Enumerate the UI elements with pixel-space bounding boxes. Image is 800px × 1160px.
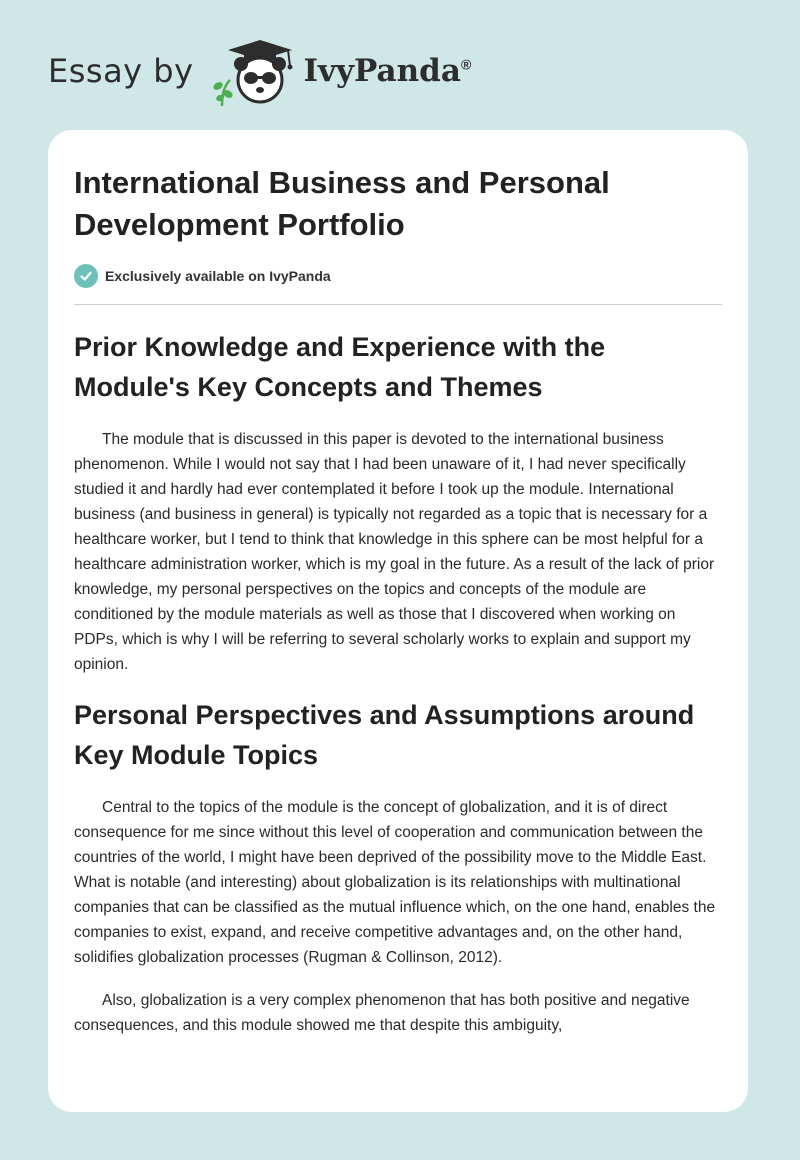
- exclusive-label: Exclusively available on IvyPanda: [105, 268, 331, 284]
- brand-name-text: IvyPanda: [303, 53, 461, 89]
- paragraph: Central to the topics of the module is the concept of globalization, and it is of direct consequence for me since without this level of cooperation and communication between the countries of the world, I might have been deprived of the possibility move to the Middle East. What is notable (and interesting) about globalization is its relationships with multinational companies that can be classified as the mutual influence which, on the one hand, enables the companies to exist, expand, and receive competitive advantages and, on the other hand, solidifies globalization processes (Rugman & Collinson, 2012).: [74, 799, 716, 966]
- check-icon: [74, 264, 98, 288]
- registered-mark: ®: [460, 56, 472, 73]
- brand-logo-link[interactable]: [48, 36, 471, 106]
- panda-logo-icon: [208, 36, 298, 106]
- essay-by-label: Essay by: [48, 52, 194, 90]
- site-header: [0, 0, 800, 130]
- divider: [74, 304, 722, 305]
- brand-name: [304, 53, 472, 89]
- section-heading-personal-perspectives: Personal Perspectives and Assumptions around Key Module Topics: [74, 700, 695, 770]
- exclusive-badge: [74, 262, 722, 290]
- essay-card: [48, 130, 748, 1112]
- page-title: International Business and Personal Development Portfolio: [74, 165, 610, 242]
- paragraph: Also, globalization is a very complex phenomenon that has both positive and negative consequences, and this module showed me that despite this ambiguity,: [74, 992, 690, 1034]
- section-heading-prior-knowledge: Prior Knowledge and Experience with the Module's Key Concepts and Themes: [74, 332, 606, 402]
- paragraph: The module that is discussed in this paper is devoted to the international business phenomenon. While I would not say that I had been unaware of it, I had never specifically studied it and hardly had ever contemplated it before I took up the module. International business (and business in general) is typically not regarded as a topic that is necessary for a healthcare worker, but I tend to think that knowledge in this sphere can be most helpful for a healthcare administration worker, which is my goal in the future. As a result of the lack of prior knowledge, my personal perspectives on the topics and concepts of the module are conditioned by the module materials as well as those that I discovered when working on PDPs, which is why I will be referring to several scholarly works to explain and support my opinion.: [74, 431, 715, 673]
